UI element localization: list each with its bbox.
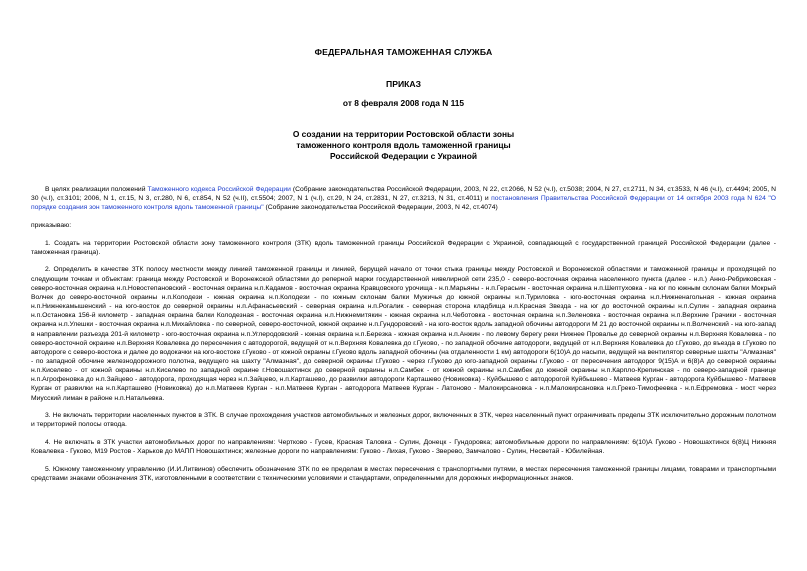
document-body bbox=[31, 185, 776, 483]
customs-code-link[interactable]: Таможенного кодекса Российской Федерации bbox=[147, 186, 291, 193]
agency-name: ФЕДЕРАЛЬНАЯ ТАМОЖЕННАЯ СЛУЖБА bbox=[314, 47, 493, 57]
document-date-number: от 8 февраля 2008 года N 115 bbox=[342, 98, 465, 108]
document-title bbox=[0, 129, 807, 162]
preamble-intro: В целях реализации положений bbox=[45, 186, 146, 193]
document-type: ПРИКАЗ bbox=[386, 79, 421, 89]
title-line: Российской Федерации с Украиной bbox=[330, 151, 477, 161]
order-item-1: 1. Создать на территории Ростовской области зону таможенного контроля (ЗТК) вдоль таможенной границы Российской Федерации с Украиной, совпадающей с государственной границей Российской Федерации (далее - таможенная граница). bbox=[31, 239, 776, 256]
order-item-5: 5. Южному таможенному управлению (И.И.Литвинов) обеспечить обозначение ЗТК по ее пределам в местах пересечения с транспортными путями, в местах пересечения таможенной границы лицами, товарами и транспортными средствами знаками обозначения ЗТК, изготовленными в соответствии с техническими условиями и стандартами, определенными для дорожных информационных знаков. bbox=[31, 465, 776, 483]
government-decree-link[interactable]: постановления Правительства Российской Федерации от 14 октября 2003 года N 624 "О порядке создания зон таможенного контроля вдоль таможенной границы" bbox=[31, 195, 776, 212]
title-line: таможенного контроля вдоль таможенной границы bbox=[296, 140, 511, 150]
order-item-2: 2. Определить в качестве ЗТК полосу местности между линией таможенной границы и линией, берущей начало от точки стыка границы между Ростовской и Воронежской областями и таможенной границы и проходящей по следующим точкам и объектам: граница между Ростовской и Воронежской областями до реперной марки государственной нивелирной сети 235,0 - северо-восточная окраина населенного пункта (далее - н.п.) Анно-Ребриковская - северо-восточная окраина н.п.Новостепановский - восточная окраина н.п.Кадамов - восточная окраина Кравцовского урочища - н.п.Марьяны - н.п.Герасьин - восточная окраина н.п.Шептуховка - на юг по южным склонам балки Мокрый Волчек до северо-восточной окраины н.п.Колодези - южная окраина н.п.Колодези - по южным склонам балки Мужичья до южной окраины н.п.Туриловка - юго-восточная окраина н.п.Нижненагольная - южная окраина н.п.Нижнекамышенский - на юго-восток до северной окраины н.п.Афанасьевский - северная окраина н.п.Рогалик - северная сторона кладбища н.п.Красная Звезда - на юг до восточной окраины н.п.Сулин - западная окраина н.п.Остановка 156-й километр - западная окраина балки Колодезная - восточная окраина н.п.Нижнемитякин - южная окраина н.п.Чеботовка - восточная окраина н.п.Зеленовка - восточная окраина н.п.Верхние Грачики - восточная окраина н.п.Улешки - восточная окраина н.п.Михайловка - по северной, северо-восточной, южной окраине н.п.Гундоровский - на юго-восток вдоль западной обочины автодороги М 21 до восточной окраины н.п.Волченский - на юго-запад в направлении разъезда 201-й километр - юго-восточная окраина н.п.Углеродовский - южная окраина н.п.Березка - южная окраина н.п.Анжин - по левому берегу реки Нижнее Провалье до северной окраины н.п.Верхняя Ковалевка - по северо-восточной окраине н.п.Верхняя Ковалевка до пересечения с автодорогой, ведущей от н.п.Верхняя Ковалевка до г.Гуково, - по западной обочине автодороги, ведущей от н.п.Верхняя Ковалевка до г.Гуково, до въезда в г.Гуково по автодороге с северо-востока и далее до водокачки на юго-востоке г.Гуково - от южной окраины г.Гуково вдоль западной обочины (на отдаленности 1 км) автодороги 6(10)А до насыпи, ведущей на вентилятор северные шахты "Алмазная" - по западной обочине железнодорожного полотна, ведущего на шахту "Алмазная", до северной окраины г.Гуково - через г.Гуково до юго-западной окраины г.Гуково - от пересечения автодорог 9(15)А и 6(8)А до северной окраины н.п.Киселево - от южной окраины н.п.Киселево по западной окраине г.Новошахтинск до северной окраины н.п.Самбек - от южной окраины н.п.Самбек до южной окраины н.п.Карпло-Крепинская - по северо-западной границе н.п.Агрофеновка до н.п.Зайцево - автодорога, проходящая через н.п.Зайцево, н.п.Карташево, до развилки автодороги Карташево (Новиковка) - Куйбышево с автодорогой Куйбышево - Матвеев Курган - автодорога Куйбышево - Матвеев Курган от развилки на н.п.Карташево (Новиковка) до н.п.Матвеев Курган - н.п.Матвеев Курган - автодорога Матвеев Курган - Латоново - Малокирсановка - н.п.Малокирсановка н.п.Греко-Тимофеевка - н.п.Ефремовка - мост через Миусский лиман в районе н.п.Натальевка. bbox=[31, 266, 776, 402]
title-line: О создании на территории Ростовской области зоны bbox=[292, 129, 515, 139]
preamble-middle: (Собрание законодательства Российской Федерации, 2003, N 22, ст.2066, N 52 (ч.I), ст.5038; 2004, N 27, ст.2711, N 34, ст.3533, N 46 (ч.I), ст.4494; 2005, N 30 (ч.I), ст.3101; 2006, N 1, ст.15, N 3, ст.280, N 6, ст.854, N 52 (ч.II), ст.5504; 2007, N 1 (ч.I), ст.29, N 24, ст.2831, N 27, ст.3213, N 31, ст.4011) и bbox=[31, 186, 776, 203]
preamble-paragraph bbox=[31, 185, 776, 212]
order-word: приказываю: bbox=[31, 221, 72, 229]
order-item-4: 4. Не включать в ЗТК участки автомобильных дорог по направлениям: Чертково - Гусев, Красная Таловка - Сулин, Донецк - Гундоровка; автомобильные дороги по направлениям: 6(10)А Гуково - Новошахтинск 6(8)Ц Нижняя Ковалевка - Гуково, М19 Ростов - Харьков до МАПП Новошахтинск; железные дороги по направлениям: Гуково - Лихая, Гуково - Зверево, Замчалово - Сулин, Несветай - Юбилейная. bbox=[31, 439, 776, 456]
preamble-ending: (Собрание законодательства Российской Федерации, 2003, N 42, ст.4074) bbox=[265, 204, 498, 212]
order-item-3: 3. Не включать территории населенных пунктов в ЗТК. В случае прохождения участков автомобильных и железных дорог, включенных в ЗТК, через населенный пункт ограничивать пределы ЗТК исключительно дорожным полотном и территорией полосы отвода. bbox=[31, 412, 776, 429]
